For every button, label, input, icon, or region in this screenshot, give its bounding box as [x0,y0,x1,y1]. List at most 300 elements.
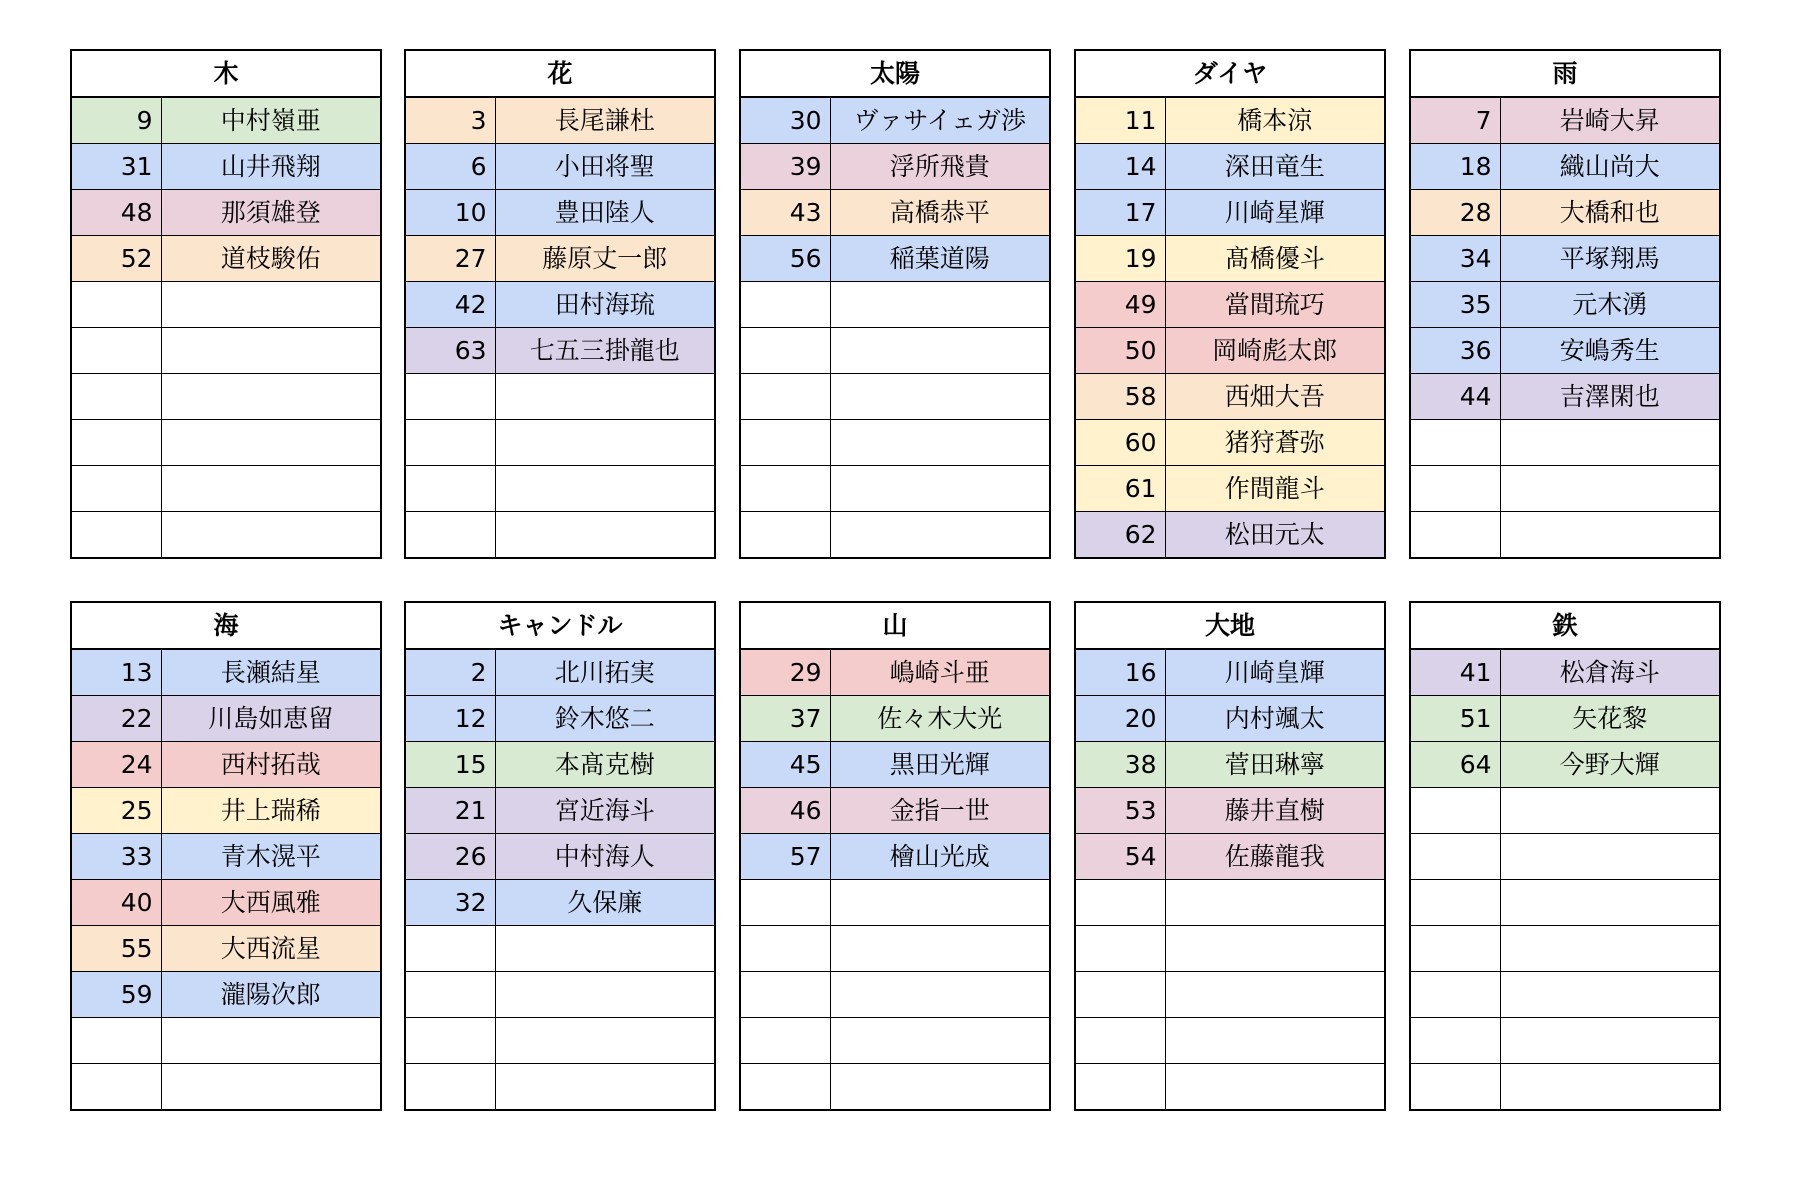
member-number-cell[interactable]: 63 [405,328,495,374]
member-number-cell[interactable]: 57 [740,834,830,880]
member-number-cell[interactable] [1410,1064,1500,1111]
member-number-cell[interactable] [1075,972,1165,1018]
member-name-cell[interactable] [161,282,381,328]
member-row [1410,742,1720,788]
member-name-cell[interactable] [161,328,381,374]
member-row [1410,926,1720,972]
member-name-cell[interactable] [495,972,715,1018]
member-name-cell[interactable] [1500,926,1720,972]
member-name-cell[interactable] [1500,972,1720,1018]
member-number-cell[interactable] [1410,420,1500,466]
member-row [71,97,381,144]
member-row [1410,972,1720,1018]
member-name-cell[interactable]: 鈴木悠二 [495,696,715,742]
member-name-cell[interactable]: 山井飛翔 [161,144,381,190]
member-number-cell[interactable]: 17 [1075,190,1165,236]
member-row [1075,834,1385,880]
member-row [1410,788,1720,834]
member-number-cell[interactable]: 50 [1075,328,1165,374]
member-number-cell[interactable] [740,420,830,466]
member-row [1075,1064,1385,1111]
member-name-cell[interactable] [495,466,715,512]
member-number-cell[interactable] [740,1018,830,1064]
member-name-cell[interactable]: 今野大輝 [1500,742,1720,788]
member-row [405,696,715,742]
member-number-cell[interactable] [1410,926,1500,972]
group-header-row [1410,50,1720,97]
group-header-row [740,602,1050,649]
member-name-cell[interactable]: 金指一世 [830,788,1050,834]
group-table [70,49,382,559]
member-name-cell[interactable]: 青木滉平 [161,834,381,880]
member-name-cell[interactable]: 大西流星 [161,926,381,972]
member-row [405,190,715,236]
group-table [1074,601,1386,1111]
member-name-cell[interactable]: 佐々木大光 [830,696,1050,742]
member-name-cell[interactable]: 檜山光成 [830,834,1050,880]
member-row [740,420,1050,466]
member-name-cell[interactable]: 七五三掛龍也 [495,328,715,374]
member-number-cell[interactable] [405,374,495,420]
member-number-cell[interactable]: 44 [1410,374,1500,420]
member-number-cell[interactable] [1410,972,1500,1018]
member-number-cell[interactable]: 21 [405,788,495,834]
member-number-cell[interactable] [71,374,161,420]
member-row [71,374,381,420]
member-name-cell[interactable]: 川崎皇輝 [1165,649,1385,696]
member-number-cell[interactable] [1410,512,1500,559]
member-number-cell[interactable]: 31 [71,144,161,190]
member-row [1410,834,1720,880]
member-number-cell[interactable]: 22 [71,696,161,742]
group-header-row [405,50,715,97]
group-title[interactable]: 山 [740,602,1050,649]
group-title[interactable]: 太陽 [740,50,1050,97]
member-number-cell[interactable]: 51 [1410,696,1500,742]
member-number-cell[interactable]: 41 [1410,649,1500,696]
member-number-cell[interactable] [740,374,830,420]
member-row [405,926,715,972]
member-name-cell[interactable] [830,972,1050,1018]
member-name-cell[interactable] [1165,1018,1385,1064]
member-number-cell[interactable]: 29 [740,649,830,696]
member-row [71,512,381,559]
member-number-cell[interactable]: 20 [1075,696,1165,742]
member-row [405,972,715,1018]
member-number-cell[interactable] [1075,1064,1165,1111]
member-number-cell[interactable]: 11 [1075,97,1165,144]
group-title[interactable]: 木 [71,50,381,97]
member-number-cell[interactable]: 34 [1410,236,1500,282]
member-number-cell[interactable]: 18 [1410,144,1500,190]
member-number-cell[interactable] [71,466,161,512]
member-row [1410,97,1720,144]
member-name-cell[interactable]: 久保廉 [495,880,715,926]
member-number-cell[interactable]: 59 [71,972,161,1018]
member-number-cell[interactable] [405,1064,495,1111]
member-row [405,512,715,559]
member-row [1075,742,1385,788]
member-name-cell[interactable]: 黒田光輝 [830,742,1050,788]
member-name-cell[interactable] [1165,880,1385,926]
member-name-cell[interactable]: 作間龍斗 [1165,466,1385,512]
member-name-cell[interactable]: 平塚翔馬 [1500,236,1720,282]
member-name-cell[interactable] [1500,834,1720,880]
member-row [71,1018,381,1064]
member-name-cell[interactable] [830,926,1050,972]
member-name-cell[interactable]: 嶋崎斗亜 [830,649,1050,696]
member-number-cell[interactable] [71,328,161,374]
member-number-cell[interactable] [740,328,830,374]
group-title[interactable]: 花 [405,50,715,97]
member-number-cell[interactable]: 43 [740,190,830,236]
member-number-cell[interactable] [1075,1018,1165,1064]
member-row [740,97,1050,144]
member-name-cell[interactable] [1500,420,1720,466]
member-name-cell[interactable]: 川崎星輝 [1165,190,1385,236]
member-number-cell[interactable] [740,466,830,512]
member-name-cell[interactable] [161,1064,381,1111]
member-name-cell[interactable]: 那須雄登 [161,190,381,236]
member-row [1410,190,1720,236]
member-name-cell[interactable]: 大西風雅 [161,880,381,926]
member-name-cell[interactable] [1165,926,1385,972]
member-row [405,742,715,788]
member-row [1075,466,1385,512]
group-header-row [71,50,381,97]
member-name-cell[interactable]: 橋本涼 [1165,97,1385,144]
member-row [1075,788,1385,834]
group-table [739,49,1051,559]
member-row [71,834,381,880]
member-name-cell[interactable] [161,374,381,420]
member-name-cell[interactable] [1500,1018,1720,1064]
member-number-cell[interactable] [71,420,161,466]
member-name-cell[interactable] [830,420,1050,466]
member-number-cell[interactable]: 7 [1410,97,1500,144]
member-name-cell[interactable] [495,926,715,972]
member-name-cell[interactable]: 高橋恭平 [830,190,1050,236]
member-name-cell[interactable]: 猪狩蒼弥 [1165,420,1385,466]
member-number-cell[interactable]: 54 [1075,834,1165,880]
member-number-cell[interactable]: 16 [1075,649,1165,696]
member-number-cell[interactable]: 40 [71,880,161,926]
member-number-cell[interactable] [740,282,830,328]
member-row [405,420,715,466]
member-number-cell[interactable]: 46 [740,788,830,834]
group-table [404,601,716,1111]
member-name-cell[interactable]: 岩崎大昇 [1500,97,1720,144]
member-name-cell[interactable]: 井上瑞稀 [161,788,381,834]
group-title[interactable]: キャンドル [405,602,715,649]
member-row [1075,926,1385,972]
member-row [1075,649,1385,696]
member-row [740,512,1050,559]
group-header-row [71,602,381,649]
member-name-cell[interactable] [495,1018,715,1064]
group-title[interactable]: 海 [71,602,381,649]
member-row [1410,144,1720,190]
member-number-cell[interactable] [405,512,495,559]
group-table [70,601,382,1111]
member-row [71,742,381,788]
member-number-cell[interactable] [740,926,830,972]
member-number-cell[interactable] [1410,788,1500,834]
member-number-cell[interactable]: 28 [1410,190,1500,236]
member-number-cell[interactable]: 33 [71,834,161,880]
member-row [71,420,381,466]
member-name-cell[interactable]: 安嶋秀生 [1500,328,1720,374]
group-title[interactable]: 鉄 [1410,602,1720,649]
member-number-cell[interactable]: 12 [405,696,495,742]
member-name-cell[interactable] [1165,972,1385,1018]
member-number-cell[interactable]: 10 [405,190,495,236]
member-name-cell[interactable] [1500,512,1720,559]
member-row [71,880,381,926]
member-name-cell[interactable] [495,1064,715,1111]
member-number-cell[interactable] [405,420,495,466]
member-name-cell[interactable] [161,466,381,512]
member-row [740,328,1050,374]
member-number-cell[interactable]: 14 [1075,144,1165,190]
member-number-cell[interactable]: 53 [1075,788,1165,834]
member-number-cell[interactable]: 19 [1075,236,1165,282]
member-name-cell[interactable]: 松田元太 [1165,512,1385,559]
member-number-cell[interactable]: 15 [405,742,495,788]
member-row [71,926,381,972]
member-row [740,972,1050,1018]
member-row [1410,1064,1720,1111]
member-name-cell[interactable]: 菅田琳寧 [1165,742,1385,788]
group-title[interactable]: ダイヤ [1075,50,1385,97]
member-name-cell[interactable]: 矢花黎 [1500,696,1720,742]
member-number-cell[interactable]: 25 [71,788,161,834]
member-row [1410,282,1720,328]
member-number-cell[interactable] [71,1064,161,1111]
member-row [1075,190,1385,236]
member-name-cell[interactable] [1165,1064,1385,1111]
member-name-cell[interactable]: ヴァサイェガ渉 [830,97,1050,144]
member-name-cell[interactable] [1500,788,1720,834]
member-row [405,466,715,512]
member-row [405,97,715,144]
member-name-cell[interactable] [495,420,715,466]
member-name-cell[interactable]: 髙橋優斗 [1165,236,1385,282]
member-row [1075,880,1385,926]
member-number-cell[interactable]: 61 [1075,466,1165,512]
member-number-cell[interactable]: 35 [1410,282,1500,328]
member-name-cell[interactable]: 長瀬結星 [161,649,381,696]
member-name-cell[interactable] [830,466,1050,512]
member-row [405,834,715,880]
group-table [1409,49,1721,559]
group-header-row [1075,602,1385,649]
member-row [71,466,381,512]
member-name-cell[interactable]: 岡崎彪太郎 [1165,328,1385,374]
member-number-cell[interactable]: 2 [405,649,495,696]
member-number-cell[interactable]: 26 [405,834,495,880]
member-name-cell[interactable]: 本髙克樹 [495,742,715,788]
member-name-cell[interactable]: 宮近海斗 [495,788,715,834]
member-name-cell[interactable]: 織山尚大 [1500,144,1720,190]
member-row [1075,972,1385,1018]
member-name-cell[interactable] [830,374,1050,420]
member-name-cell[interactable] [830,282,1050,328]
member-name-cell[interactable]: 元木湧 [1500,282,1720,328]
member-name-cell[interactable]: 松倉海斗 [1500,649,1720,696]
member-number-cell[interactable]: 24 [71,742,161,788]
member-row [740,696,1050,742]
member-row [1075,374,1385,420]
member-row [1075,282,1385,328]
member-row [1410,374,1720,420]
member-row [71,328,381,374]
member-number-cell[interactable]: 49 [1075,282,1165,328]
member-row [71,236,381,282]
member-number-cell[interactable]: 27 [405,236,495,282]
member-row [1075,1018,1385,1064]
member-number-cell[interactable]: 9 [71,97,161,144]
member-row [405,236,715,282]
member-row [740,144,1050,190]
member-row [405,1018,715,1064]
member-number-cell[interactable]: 52 [71,236,161,282]
member-name-cell[interactable] [830,880,1050,926]
member-name-cell[interactable]: 吉澤閑也 [1500,374,1720,420]
member-number-cell[interactable]: 30 [740,97,830,144]
group-table [739,601,1051,1111]
member-row [740,742,1050,788]
member-number-cell[interactable]: 6 [405,144,495,190]
member-row [405,649,715,696]
member-name-cell[interactable]: 浮所飛貴 [830,144,1050,190]
group-title[interactable]: 雨 [1410,50,1720,97]
member-number-cell[interactable]: 58 [1075,374,1165,420]
member-number-cell[interactable] [71,282,161,328]
member-name-cell[interactable]: 當間琉巧 [1165,282,1385,328]
member-name-cell[interactable] [1500,880,1720,926]
member-row [405,374,715,420]
member-number-cell[interactable]: 42 [405,282,495,328]
member-row [740,788,1050,834]
member-name-cell[interactable]: 中村嶺亜 [161,97,381,144]
member-name-cell[interactable]: 稲葉道陽 [830,236,1050,282]
member-number-cell[interactable] [1410,880,1500,926]
member-number-cell[interactable] [1075,880,1165,926]
member-row [1410,466,1720,512]
member-name-cell[interactable]: 小田将聖 [495,144,715,190]
member-name-cell[interactable]: 藤井直樹 [1165,788,1385,834]
member-number-cell[interactable] [405,972,495,1018]
member-number-cell[interactable]: 37 [740,696,830,742]
member-number-cell[interactable]: 32 [405,880,495,926]
member-name-cell[interactable] [495,512,715,559]
member-name-cell[interactable]: 大橋和也 [1500,190,1720,236]
member-name-cell[interactable] [830,512,1050,559]
member-name-cell[interactable]: 内村颯太 [1165,696,1385,742]
member-number-cell[interactable] [71,1018,161,1064]
member-name-cell[interactable]: 深田竜生 [1165,144,1385,190]
member-name-cell[interactable] [1500,466,1720,512]
member-row [1075,144,1385,190]
member-row [1075,696,1385,742]
member-number-cell[interactable] [405,926,495,972]
member-number-cell[interactable] [71,512,161,559]
member-name-cell[interactable]: 道枝駿佑 [161,236,381,282]
member-row [405,144,715,190]
member-row [740,880,1050,926]
member-number-cell[interactable] [1410,834,1500,880]
member-number-cell[interactable] [1410,466,1500,512]
member-number-cell[interactable] [405,466,495,512]
member-name-cell[interactable]: 豊田陸人 [495,190,715,236]
group-header-row [405,602,715,649]
member-row [1410,328,1720,374]
member-number-cell[interactable]: 60 [1075,420,1165,466]
member-row [71,144,381,190]
member-row [1075,420,1385,466]
member-number-cell[interactable] [740,1064,830,1111]
member-name-cell[interactable]: 藤原丈一郎 [495,236,715,282]
member-name-cell[interactable]: 中村海人 [495,834,715,880]
member-row [405,1064,715,1111]
member-row [740,926,1050,972]
member-number-cell[interactable]: 48 [71,190,161,236]
member-number-cell[interactable]: 56 [740,236,830,282]
member-name-cell[interactable]: 北川拓実 [495,649,715,696]
member-row [405,788,715,834]
member-number-cell[interactable]: 13 [71,649,161,696]
member-name-cell[interactable] [495,374,715,420]
member-name-cell[interactable]: 西村拓哉 [161,742,381,788]
member-row [740,236,1050,282]
member-number-cell[interactable]: 36 [1410,328,1500,374]
member-number-cell[interactable]: 55 [71,926,161,972]
member-name-cell[interactable] [830,1064,1050,1111]
member-row [740,190,1050,236]
member-name-cell[interactable] [1500,1064,1720,1111]
member-name-cell[interactable] [830,328,1050,374]
member-name-cell[interactable]: 瀧陽次郎 [161,972,381,1018]
member-number-cell[interactable] [1075,926,1165,972]
member-name-cell[interactable]: 長尾謙杜 [495,97,715,144]
member-number-cell[interactable] [405,1018,495,1064]
group-table [1409,601,1721,1111]
member-number-cell[interactable] [740,972,830,1018]
member-name-cell[interactable] [161,420,381,466]
member-number-cell[interactable]: 3 [405,97,495,144]
member-row [1410,512,1720,559]
member-name-cell[interactable]: 川島如恵留 [161,696,381,742]
member-name-cell[interactable] [161,1018,381,1064]
member-name-cell[interactable] [830,1018,1050,1064]
member-number-cell[interactable]: 64 [1410,742,1500,788]
member-number-cell[interactable] [740,880,830,926]
member-name-cell[interactable] [161,512,381,559]
member-name-cell[interactable]: 田村海琉 [495,282,715,328]
member-number-cell[interactable] [1410,1018,1500,1064]
member-name-cell[interactable]: 西畑大吾 [1165,374,1385,420]
member-number-cell[interactable]: 62 [1075,512,1165,559]
group-title[interactable]: 大地 [1075,602,1385,649]
member-row [71,788,381,834]
member-name-cell[interactable]: 佐藤龍我 [1165,834,1385,880]
member-number-cell[interactable]: 39 [740,144,830,190]
member-number-cell[interactable]: 38 [1075,742,1165,788]
member-row [740,1018,1050,1064]
member-number-cell[interactable] [740,512,830,559]
member-number-cell[interactable]: 45 [740,742,830,788]
